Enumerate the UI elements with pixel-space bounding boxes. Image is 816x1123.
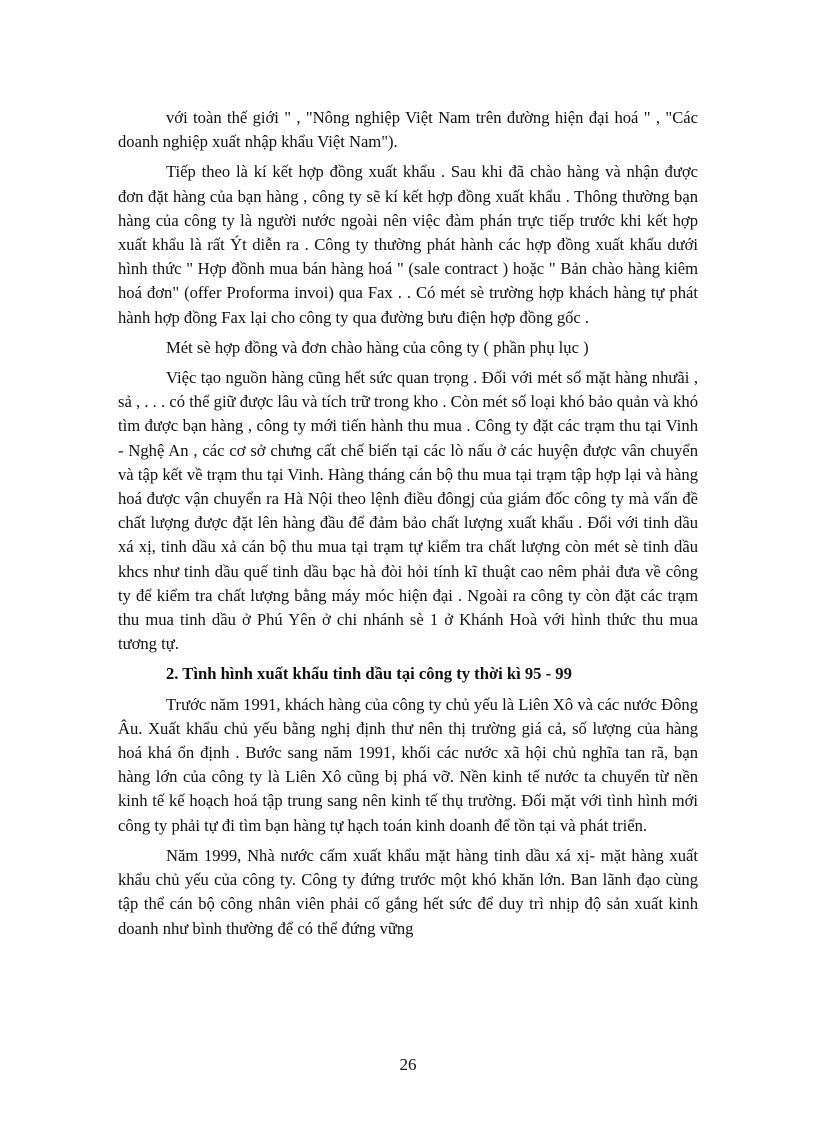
document-body bbox=[118, 106, 698, 947]
paragraph-1999: Năm 1999, Nhà nước cấm xuất khẩu mặt hàng tinh dầu xá xị- mặt hàng xuất khẩu chủ yếu của công ty. Công ty đứng trước một khó khăn lớn. Ban lãnh đạo cùng tập thể cán bộ công nhân viên phải cố gắng hết sức để duy trì nhịp độ sản xuất kinh doanh như bình thường để có thể đứng vững bbox=[118, 845, 698, 938]
paragraph-contract: Tiếp theo là kí kết hợp đồng xuất khẩu . Sau khi đã chào hàng và nhận được đơn đặt hàng của bạn hàng , công ty sẽ kí kết hợp đồng xuất khẩu . Thông thường bạn hàng của công ty là người nước ngoài nên việc đàm phán trực tiếp trước khi kết hợp xuất khẩu là rất Ýt diễn ra . Công ty thường phát hành các hợp đồng xuất khẩu dưới hình thức " Hợp đồnh mua bán hàng hoá " (sale contract ) hoặc " Bản chào hàng kiêm hoá đơn" (offer Proforma invoi) qua Fax . . Có mét sè trường hợp khách hàng tự phát hành hợp đồng Fax lại cho công ty qua đường bưu điện hợp đồng gốc . bbox=[118, 162, 698, 327]
paragraph-intro: với toàn thế giới " , "Nông nghiệp Việt Nam trên đường hiện đại hoá " , "Các doanh nghiệp xuất nhập khẩu Việt Nam"). bbox=[118, 108, 698, 152]
page-number: 26 bbox=[399, 1055, 417, 1074]
paragraph-sourcing: Việc tạo nguồn hàng cũng hết sức quan trọng . Đối với mét số mặt hàng nhưãi , sả , . . . có thể giữ được lâu và tích trữ trong kho . Còn mét số loại khó bảo quản và khó tìm được bạn hàng , công ty mới tiến hành thu mua . Công ty đặt các trạm thu tại Vinh - Nghệ An , các cơ sở chưng cất chế biến tại các lò nấu ở các huyện được vân chuyển và tập kết về trạm thu tại Vinh. Hàng tháng cán bộ thu mua tại trạm tập hợp lại và hàng hoá được vận chuyển ra Hà Nội theo lệnh điều đôngj của giám đốc công ty mà vấn đề chất lượng được đặt lên hàng đầu để đảm bảo chất lượng xuất khẩu . Đối với tinh dầu xá xị, tinh dầu xả cán bộ thu mua tại trạm tự kiểm tra chất lượng còn mét sè tinh dầu khcs như tinh dầu quế tinh dầu bạc hà đòi hỏi tính kĩ thuật cao nêm phải đưa về công ty để kiểm tra chất lượng bằng máy móc hiện đại . Ngoài ra công ty còn đặt các trạm thu mua tinh dầu ở Phú Yên ở chi nhánh sè 1 ở Khánh Hoà với hình thức thu mua tương tự. bbox=[118, 368, 698, 654]
paragraph-history: Trước năm 1991, khách hàng của công ty chủ yếu là Liên Xô và các nước Đông Âu. Xuất khẩu chủ yếu bằng nghị định thư nên thị trường giá cả, số lượng của hàng hoá khá ổn định . Bước sang năm 1991, khối các nước xã hội chủ nghĩa tan rã, bạn hàng lớn của công ty là Liên Xô cũng bị phá vỡ. Nền kinh tế nước ta chuyển từ nền kinh tế kế hoạch hoá tập trung sang nên kinh tế thụ trường. Đối mặt với tình hình mới công ty phải tự đi tìm bạn hàng tự hạch toán kinh doanh để tồn tại và phát triển. bbox=[118, 694, 698, 835]
section-heading: 2. Tình hình xuất khẩu tinh dầu tại công ty thời kì 95 - 99 bbox=[166, 664, 572, 684]
paragraph-appendix-note: Mét sè hợp đồng và đơn chào hàng của công ty ( phần phụ lục ) bbox=[166, 337, 589, 357]
